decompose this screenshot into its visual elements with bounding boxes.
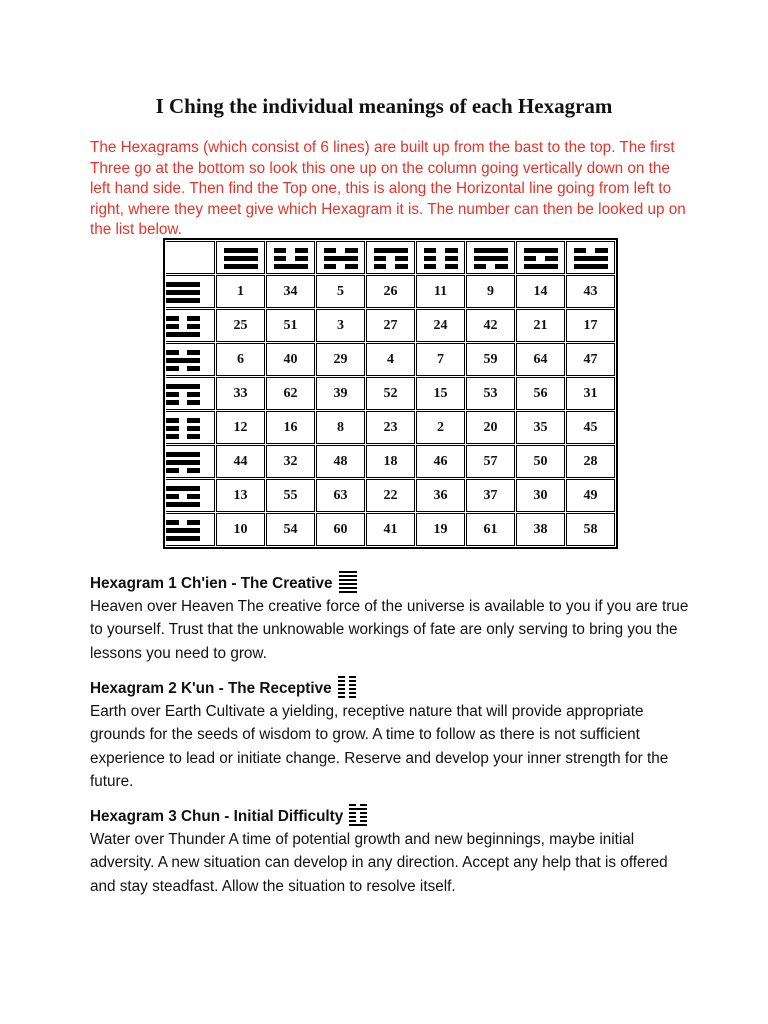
broken-line — [166, 494, 200, 499]
section-body: Water over Thunder A time of potential growth and new beginnings, maybe initial adversity. A new situation can develop in any direction. Accept any help that is offered and stay steadfast. Allow the situation to resolve itself. — [90, 831, 668, 895]
hexagram-1-icon — [339, 571, 357, 593]
solid-line — [349, 824, 367, 826]
hexagram-number-cell: 33 — [216, 377, 265, 410]
hexagram-2-icon — [338, 676, 356, 698]
solid-line — [224, 264, 258, 269]
hexagram-number-cell: 19 — [416, 513, 465, 546]
broken-line — [338, 684, 356, 686]
hexagram-number-cell: 32 — [266, 445, 315, 478]
table-row — [166, 513, 615, 546]
solid-line — [166, 384, 200, 389]
hexagram-number-cell: 22 — [366, 479, 415, 512]
hexagram-number-cell: 49 — [566, 479, 615, 512]
hexagram-number-cell: 30 — [516, 479, 565, 512]
hexagram-number-cell: 52 — [366, 377, 415, 410]
trigram-icon — [524, 248, 558, 269]
broken-line — [274, 256, 308, 261]
hexagram-number-cell: 48 — [316, 445, 365, 478]
hexagram-number-cell: 41 — [366, 513, 415, 546]
section-heading: Hexagram 1 Ch'ien - The Creative — [90, 574, 333, 592]
solid-line — [324, 256, 358, 261]
broken-line — [166, 418, 200, 423]
solid-line — [166, 358, 200, 363]
lower-trigram-header — [166, 445, 215, 478]
hexagram-number-cell: 25 — [216, 309, 265, 342]
broken-line — [338, 692, 356, 694]
solid-line — [166, 486, 200, 491]
page-title: I Ching the individual meanings of each Hexagram — [155, 94, 613, 118]
hexagram-number-cell: 35 — [516, 411, 565, 444]
hexagram-number-cell: 6 — [216, 343, 265, 376]
trigram-icon — [166, 520, 200, 541]
corner-cell — [166, 241, 215, 274]
upper-trigram-header — [366, 241, 415, 274]
hexagram-number-cell: 59 — [466, 343, 515, 376]
solid-line — [339, 587, 357, 589]
hexagram-number-cell: 36 — [416, 479, 465, 512]
hexagram-number-cell: 8 — [316, 411, 365, 444]
broken-line — [166, 392, 200, 397]
hexagram-number-cell: 10 — [216, 513, 265, 546]
hexagram-lookup-table — [163, 238, 618, 549]
broken-line — [338, 676, 356, 678]
table-row — [166, 479, 615, 512]
upper-trigram-header — [216, 241, 265, 274]
intro-paragraph: The Hexagrams (which consist of 6 lines) are built up from the bast to the top. The first Three go at the bottom so look this one up on the column going vertically down on the left hand side. Then find the Top one, this is along the Horizontal line going from left to right, where they meet give which Hexagram it is. The number can then be looked up on the list below. — [90, 139, 686, 238]
hexagram-number-cell: 20 — [466, 411, 515, 444]
trigram-icon — [324, 248, 358, 269]
solid-line — [224, 248, 258, 253]
hexagram-number-cell: 38 — [516, 513, 565, 546]
hexagram-number-cell: 60 — [316, 513, 365, 546]
solid-line — [474, 248, 508, 253]
trigram-icon — [166, 486, 200, 507]
lower-trigram-header — [166, 275, 215, 308]
hexagram-number-cell: 9 — [466, 275, 515, 308]
hexagram-number-cell: 7 — [416, 343, 465, 376]
broken-line — [424, 248, 458, 253]
solid-line — [166, 528, 200, 533]
hexagram-number-cell: 55 — [266, 479, 315, 512]
hexagram-number-cell: 21 — [516, 309, 565, 342]
broken-line — [338, 688, 356, 690]
hexagram-number-cell: 27 — [366, 309, 415, 342]
hexagram-number-cell: 51 — [266, 309, 315, 342]
hexagram-number-cell: 39 — [316, 377, 365, 410]
hexagram-number-cell: 26 — [366, 275, 415, 308]
hexagram-number-cell: 57 — [466, 445, 515, 478]
table-row — [166, 309, 615, 342]
lower-trigram-header — [166, 479, 215, 512]
hexagram-number-cell: 53 — [466, 377, 515, 410]
solid-line — [274, 264, 308, 269]
broken-line — [338, 680, 356, 682]
solid-line — [166, 460, 200, 465]
hexagram-number-cell: 12 — [216, 411, 265, 444]
hexagram-number-cell: 18 — [366, 445, 415, 478]
trigram-icon — [424, 248, 458, 269]
hexagram-number-cell: 34 — [266, 275, 315, 308]
section-heading: Hexagram 2 K'un - The Receptive — [90, 679, 332, 697]
solid-line — [374, 248, 408, 253]
broken-line — [166, 350, 200, 355]
section-body: Earth over Earth Cultivate a yielding, receptive nature that will provide appropriate grounds for the seeds of wisdom to grow. A time to follow as there is not sufficient experience to lead or initiate change. Reserve and develop your inner strength for the future. — [90, 703, 669, 790]
broken-line — [424, 256, 458, 261]
trigram-icon — [574, 248, 608, 269]
hexagram-number-cell: 64 — [516, 343, 565, 376]
hexagram-3-icon — [349, 804, 367, 826]
broken-line — [166, 426, 200, 431]
hexagram-number-cell: 3 — [316, 309, 365, 342]
hexagram-number-cell: 14 — [516, 275, 565, 308]
hexagram-number-cell: 46 — [416, 445, 465, 478]
solid-line — [166, 502, 200, 507]
broken-line — [374, 264, 408, 269]
broken-line — [166, 366, 200, 371]
solid-line — [574, 256, 608, 261]
broken-line — [349, 820, 367, 822]
trigram-icon — [374, 248, 408, 269]
solid-line — [339, 579, 357, 581]
solid-line — [574, 264, 608, 269]
hexagram-number-cell: 2 — [416, 411, 465, 444]
hexagram-number-cell: 5 — [316, 275, 365, 308]
broken-line — [166, 434, 200, 439]
broken-line — [349, 812, 367, 814]
hexagram-number-cell: 62 — [266, 377, 315, 410]
hexagram-number-cell: 11 — [416, 275, 465, 308]
upper-trigram-header — [566, 241, 615, 274]
trigram-icon — [166, 316, 200, 337]
hexagram-number-cell: 17 — [566, 309, 615, 342]
lower-trigram-header — [166, 377, 215, 410]
hexagram-number-cell: 54 — [266, 513, 315, 546]
hexagram-number-cell: 63 — [316, 479, 365, 512]
broken-line — [166, 316, 200, 321]
trigram-icon — [166, 418, 200, 439]
hexagram-number-cell: 58 — [566, 513, 615, 546]
solid-line — [166, 282, 200, 287]
broken-line — [324, 264, 358, 269]
hexagram-1-section — [90, 571, 690, 665]
hexagram-number-cell: 23 — [366, 411, 415, 444]
hexagram-number-cell: 37 — [466, 479, 515, 512]
hexagram-number-cell: 29 — [316, 343, 365, 376]
solid-line — [166, 332, 200, 337]
table-row — [166, 343, 615, 376]
broken-line — [474, 264, 508, 269]
trigram-icon — [274, 248, 308, 269]
broken-line — [338, 696, 356, 698]
solid-line — [224, 256, 258, 261]
header-row — [166, 241, 615, 274]
hexagram-number-cell: 4 — [366, 343, 415, 376]
broken-line — [324, 248, 358, 253]
upper-trigram-header — [516, 241, 565, 274]
lower-trigram-header — [166, 411, 215, 444]
solid-line — [524, 248, 558, 253]
broken-line — [424, 264, 458, 269]
broken-line — [166, 468, 200, 473]
hexagram-number-cell: 50 — [516, 445, 565, 478]
solid-line — [166, 298, 200, 303]
trigram-icon — [166, 384, 200, 405]
hexagram-number-cell: 44 — [216, 445, 265, 478]
hexagram-number-cell: 56 — [516, 377, 565, 410]
hexagram-2-section — [90, 676, 690, 793]
broken-line — [274, 248, 308, 253]
broken-line — [166, 400, 200, 405]
trigram-icon — [166, 282, 200, 303]
broken-line — [374, 256, 408, 261]
broken-line — [574, 248, 608, 253]
upper-trigram-header — [416, 241, 465, 274]
lower-trigram-header — [166, 513, 215, 546]
hexagram-number-cell: 24 — [416, 309, 465, 342]
lower-trigram-header — [166, 343, 215, 376]
solid-line — [524, 264, 558, 269]
table-row — [166, 275, 615, 308]
solid-line — [166, 452, 200, 457]
lower-trigram-header — [166, 309, 215, 342]
table-row — [166, 445, 615, 478]
upper-trigram-header — [316, 241, 365, 274]
solid-line — [339, 575, 357, 577]
hexagram-number-cell: 28 — [566, 445, 615, 478]
hexagram-number-cell: 47 — [566, 343, 615, 376]
hexagram-number-cell: 16 — [266, 411, 315, 444]
hexagram-number-cell: 40 — [266, 343, 315, 376]
trigram-icon — [474, 248, 508, 269]
section-body: Heaven over Heaven The creative force of the universe is available to you if you are true to yourself. Trust that the unknowable workings of fate are only serving to bring you the lessons you need to grow. — [90, 598, 689, 662]
broken-line — [166, 520, 200, 525]
solid-line — [349, 808, 367, 810]
trigram-icon — [166, 452, 200, 473]
hexagram-number-cell: 31 — [566, 377, 615, 410]
table-row — [166, 377, 615, 410]
section-heading: Hexagram 3 Chun - Initial Difficulty — [90, 807, 344, 825]
hexagram-number-cell: 42 — [466, 309, 515, 342]
solid-line — [339, 571, 357, 573]
solid-line — [166, 290, 200, 295]
solid-line — [339, 591, 357, 593]
solid-line — [166, 536, 200, 541]
broken-line — [166, 324, 200, 329]
broken-line — [349, 804, 367, 806]
hexagram-number-cell: 43 — [566, 275, 615, 308]
hexagram-number-cell: 61 — [466, 513, 515, 546]
hexagram-number-cell: 15 — [416, 377, 465, 410]
hexagram-3-section — [90, 804, 690, 898]
hexagram-number-cell: 1 — [216, 275, 265, 308]
upper-trigram-header — [466, 241, 515, 274]
trigram-icon — [224, 248, 258, 269]
hexagram-number-cell: 13 — [216, 479, 265, 512]
trigram-icon — [166, 350, 200, 371]
solid-line — [474, 256, 508, 261]
table-row — [166, 411, 615, 444]
broken-line — [349, 816, 367, 818]
hexagram-number-cell: 45 — [566, 411, 615, 444]
upper-trigram-header — [266, 241, 315, 274]
solid-line — [339, 583, 357, 585]
broken-line — [524, 256, 558, 261]
